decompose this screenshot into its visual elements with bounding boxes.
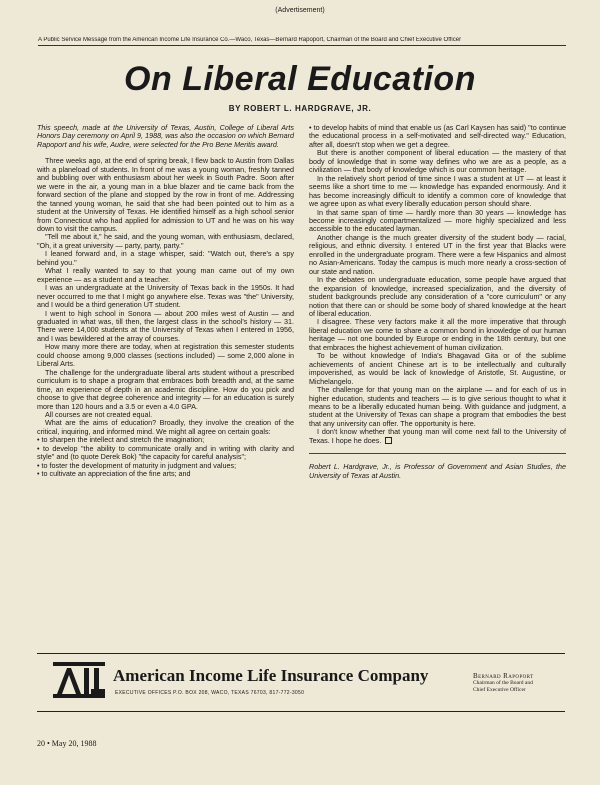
right-column — [309, 124, 566, 480]
chairman-block — [473, 672, 565, 694]
body-paragraph: Another change is the much greater diversity of the student body — racial, religious, and ethnic diversity. I entered UT in the first year that Blacks were enrolled in the undergraduate program. There were a few Hispanics and almost no Asian-Americans. Today the campus is much more nearly a cross-section of our state and nation. — [309, 232, 566, 276]
article-byline: BY ROBERT L. HARDGRAVE, JR. — [228, 104, 372, 113]
body-paragraph: I disagree. These very factors make it all the more imperative that through liberal education we come to share a common bond in knowledge of our human heritage — not one bounded by Europe or ending in the 18th century, but one that embraces the highest achievement of human civilization. — [309, 317, 566, 352]
body-paragraph: I leaned forward and, in a stage whisper, said: "Watch out, there's a spy behind you." — [37, 249, 294, 267]
goal-bullet: • to develop habits of mind that enable us (as Carl Kaysen has said) "to continue the educational process in a self-motivated and self-directed way." Education, after all, doesn't stop when we get a degree. — [309, 123, 566, 149]
body-paragraph: But there is another component of liberal education — the mastery of that body of knowledge that in some way defines who we are as a people, as a civilization — that body of knowledge which is our common heritage. — [309, 148, 566, 175]
intro-paragraph: This speech, made at the University of Texas, Austin, College of Liberal Arts Honors Day ceremony on April 9, 1988, was also the occasion on which Bernard Rapoport and his wife, Audre, were selected for the Pro Bene Meritis award. — [37, 123, 294, 149]
body-paragraph: To be without knowledge of India's Bhagavad Gita or of the sublime achievements of ancient Chinese art is to be intellectually and culturally impoverished, as would be lack of knowledge of Aristotle, St. Augustine, or Michelangelo. — [309, 351, 566, 386]
goal-bullet: • to cultivate an appreciation of the fine arts; and — [37, 469, 191, 479]
body-paragraph: "Tell me about it," he said, and the young woman, with enthusiasm, declared, "Oh, it a great university — party, party, party." — [37, 232, 294, 250]
psa-banner: A Public Service Message from the American Income Life Insurance Co.—Waco, Texas—Bernard Rapoport, Chairman of the Board and Chief Executive Officer — [38, 37, 566, 46]
body-paragraph: The challenge for that young man on the airplane — and for each of us in higher education, students and teachers — is to give serious thought to what it means to be a liberally educated human being. With guidance and judgment, a student at the University of Texas can shape a program that embodies the best that any university can offer. The opportunity is here. — [309, 385, 566, 428]
body-paragraph: In the relatively short period of time since I was a student at UT — at least it seems like a short time to me — knowledge has expanded enormously. And it has become increasingly difficult to identify a common core of knowledge that we agree upon as what every liberally education person should share. — [309, 173, 566, 209]
body-paragraph: In the debates on undergraduate education, some people have argued that the expansion of knowledge, increased specialization, and the diversity of student backgrounds preclude any consideration of a "core curriculum" or any notion that there can or should be some body of shared knowledge at the heart of liberal education. — [309, 275, 566, 318]
company-offices: EXECUTIVE OFFICES P.O. BOX 208, WACO, TEXAS 76703, 817-772-3050 — [115, 690, 305, 696]
footer-banner — [37, 653, 565, 712]
final-paragraph-text: I don't know whether that young man will come next fall to the University of Texas. I hope he does. — [309, 427, 566, 445]
signature-divider — [309, 453, 566, 454]
goal-bullet: • to sharpen the intellect and stretch the imagination; — [37, 435, 205, 445]
article-title: On Liberal Education — [124, 60, 476, 98]
left-column — [37, 124, 294, 479]
body-paragraph: I was an undergraduate at the University of Texas back in the 1950s. It had never occurred to me that I might go anywhere else. Texas was "the" University, and I would be a third generation UT student. — [37, 283, 294, 310]
body-paragraph: How many more there are today, when at registration this semester students could choose among 9,000 classes (sections included) — some 2,000 alone in Liberal Arts. — [37, 342, 294, 369]
body-paragraph: The challenge for the undergraduate liberal arts student without a prescribed curriculum is to shape a program that embraces both breadth and, at the same time, an experience of depth in an academic discipline. How do you pick and choose to give that degree coherence and integrity — for an education is surely more than 120 hours and a 3.5 or even a 4.0 GPA. — [37, 367, 294, 411]
body-paragraph: In that same span of time — hardly more than 30 years — knowledge has become increasingly compartmentalized — more highly specialized and less accessible to the educated layman. — [309, 207, 566, 234]
chairman-name: Bernard Rapoport — [473, 672, 534, 680]
goal-bullet: • to develop "the ability to communicate orally and in writing with clarity and style" and (to quote Derek Bok) "the capacity for careful analysis"; — [37, 443, 294, 462]
final-paragraph — [309, 428, 566, 445]
page-footer: 20 • May 20, 1988 — [37, 739, 97, 748]
chairman-title: Chairman of the Board and — [473, 680, 533, 686]
advertisement-label: (Advertisement) — [275, 7, 325, 14]
hollow-square-icon — [385, 437, 392, 444]
company-logo — [53, 660, 105, 700]
body-paragraph: What I really wanted to say to that young man came out of my own experience — as a student and a teacher. — [37, 266, 294, 284]
author-signature: Robert L. Hardgrave, Jr., is Professor of Government and Asian Studies, the University of Texas at Austin. — [309, 462, 566, 480]
body-paragraph: Three weeks ago, at the end of spring break, I flew back to Austin from Dallas with a planeload of students. In front of me was a young woman, freshly tanned and bubbling over with enthusiasm about her week in South Padre. Soon after we were in the air, a young man in a blue blazer and tie came back from the forward section of the plane and stopped by the row in front of me. Addressing the tanned young woman, he said that she had been pointed out to him as a student at the University of Texas. He identified himself as a high school senior from Connecticut who had applied for admission to UT and he was on his way down to visit the campus. — [37, 156, 294, 233]
body-paragraph: What are the aims of education? Broadly, they involve the creation of the critical, inquiring, and informed mind. We might all agree on certain goals: — [37, 418, 294, 436]
body-paragraph: I went to high school in Sonora — about 200 miles west of Austin — and graduated in what was, till then, the largest class in the school's history — 31. There were 14,000 students at the University of Texas when I entered in 1956, and I was bewildered at the array of courses. — [37, 308, 294, 343]
goal-bullet: • to foster the development of maturity in judgment and values; — [37, 460, 237, 470]
body-paragraph: All courses are not created equal. — [45, 409, 153, 419]
company-name: American Income Life Insurance Company — [113, 666, 429, 685]
chairman-title: Chief Executive Officer — [473, 687, 526, 693]
